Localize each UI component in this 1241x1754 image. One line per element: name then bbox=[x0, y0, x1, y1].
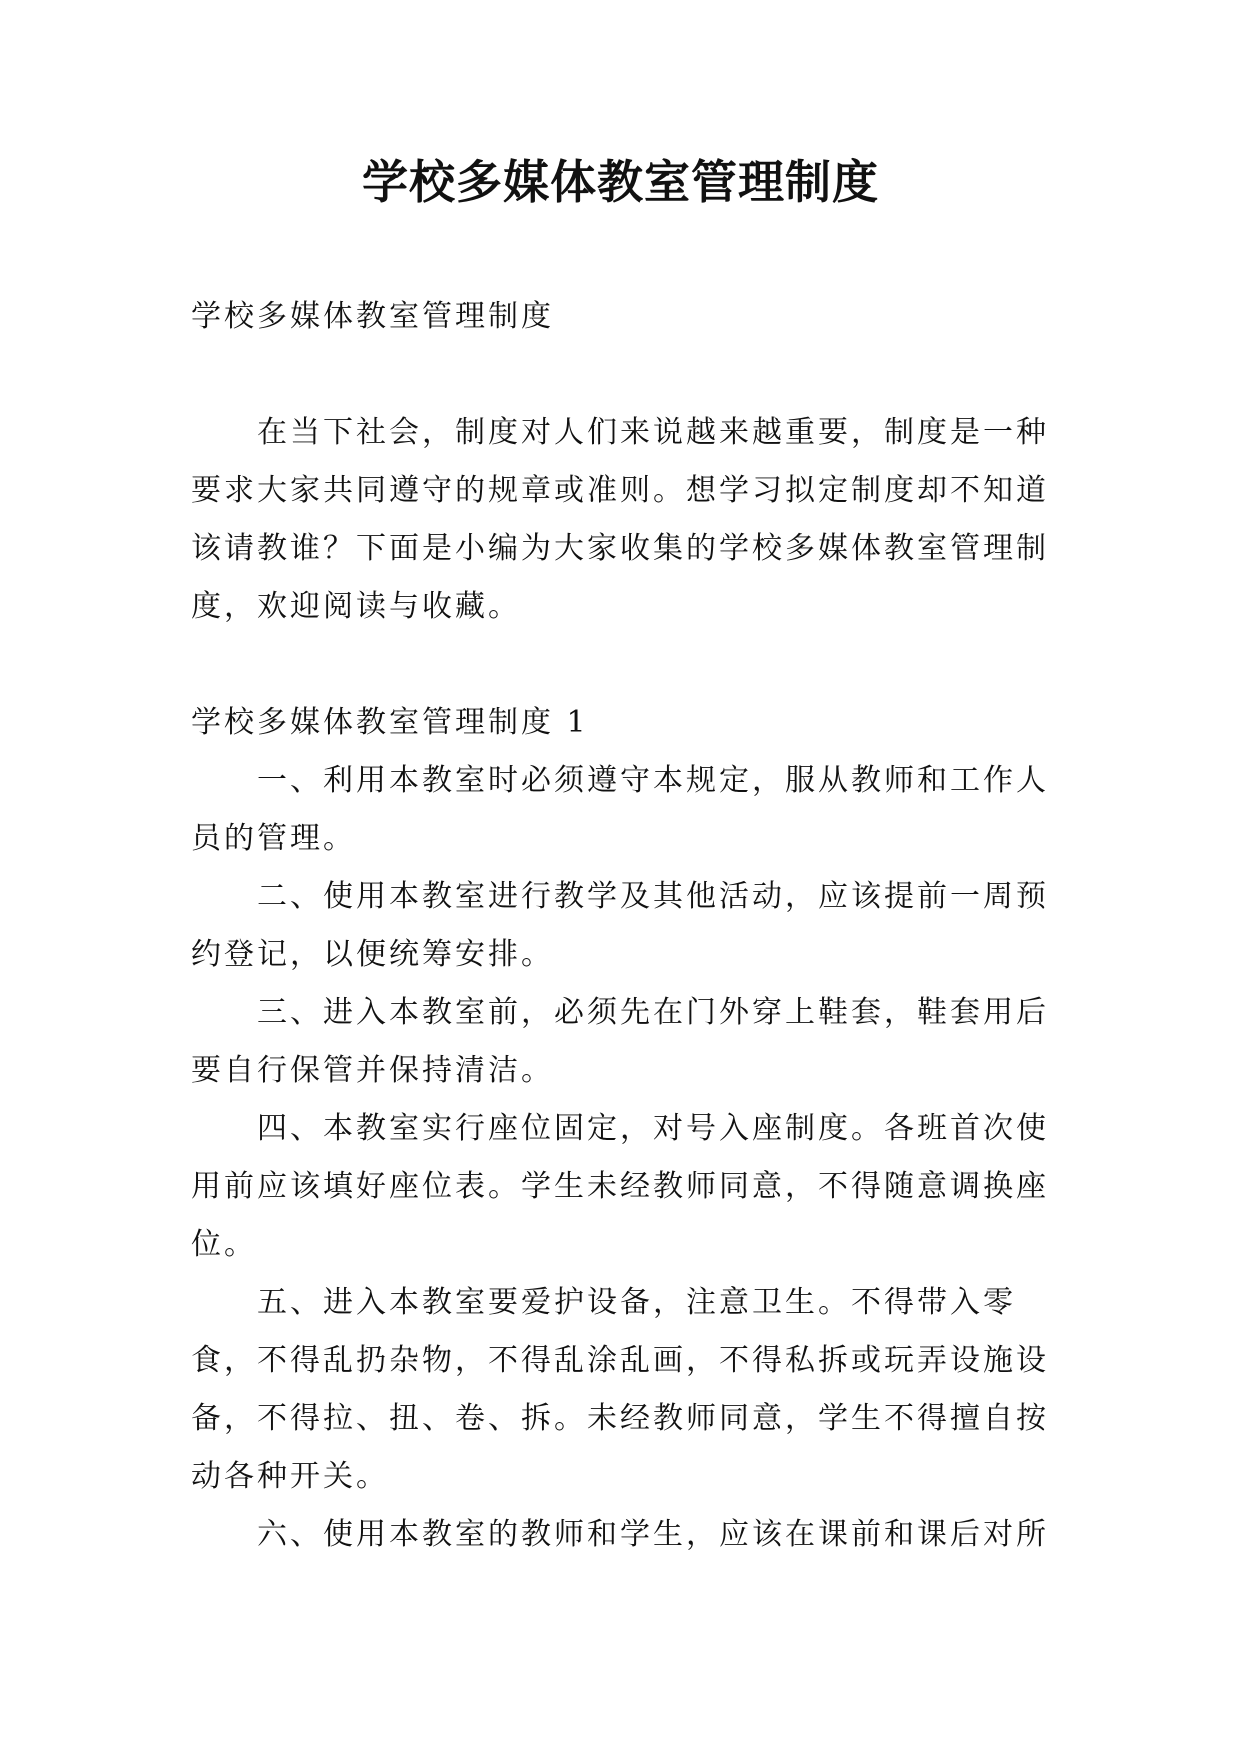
rule-paragraph-6: 六、使用本教室的教师和学生，应该在课前和课后对所 bbox=[257, 1517, 1049, 1552]
document-body bbox=[191, 288, 1061, 1564]
intro-paragraph: 在当下社会，制度对人们来说越来越重要，制度是一种要求大家共同遵守的规章或准则。想学习拟定制度却不知道该请教谁？下面是小编为大家收集的学校多媒体教室管理制度，欢迎阅读与收藏。 bbox=[191, 415, 1049, 624]
section-heading: 学校多媒体教室管理制度 1 bbox=[191, 705, 589, 740]
document-title: 学校多媒体教室管理制度 bbox=[362, 155, 879, 209]
rule-paragraph-1: 一、利用本教室时必须遵守本规定，服从教师和工作人员的管理。 bbox=[191, 763, 1049, 856]
document-subtitle: 学校多媒体教室管理制度 bbox=[191, 299, 554, 334]
rule-paragraph-4: 四、本教室实行座位固定，对号入座制度。各班首次使用前应该填好座位表。学生未经教师同意，不得随意调换座位。 bbox=[191, 1111, 1049, 1262]
rule-paragraph-3: 三、进入本教室前，必须先在门外穿上鞋套，鞋套用后要自行保管并保持清洁。 bbox=[191, 995, 1049, 1088]
rule-paragraph-5: 五、进入本教室要爱护设备，注意卫生。不得带入零食，不得乱扔杂物，不得乱涂乱画，不得私拆或玩弄设施设备，不得拉、扭、卷、拆。未经教师同意，学生不得擅自按动各种开关。 bbox=[191, 1285, 1049, 1494]
rule-paragraph-2: 二、使用本教室进行教学及其他活动，应该提前一周预约登记，以便统筹安排。 bbox=[191, 879, 1049, 972]
